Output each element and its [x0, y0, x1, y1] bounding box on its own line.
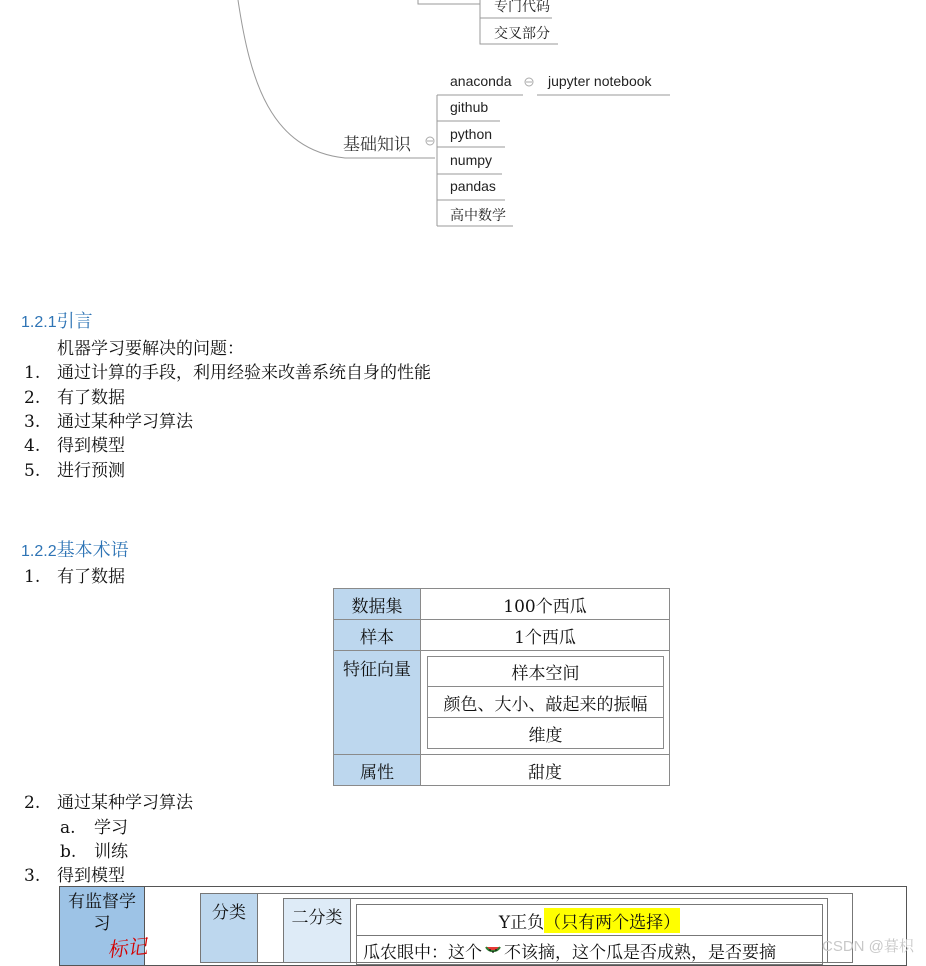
mindmap-node-anaconda: anaconda [450, 73, 512, 89]
section-heading-121 [21, 307, 93, 333]
table-header-feature-vector: 特征向量 [333, 650, 421, 755]
sub-list-item: b. 训练 [60, 842, 128, 862]
table-header-dataset: 数据集 [333, 588, 421, 620]
model-cell-farmer: 瓜农眼中：这个 不该摘，这个瓜是否成熟，是否要摘 [356, 935, 823, 965]
mindmap-node-cross-part: 交叉部分 [494, 25, 550, 41]
mindmap-node-high-school-math: 高中数学 [450, 207, 506, 223]
list-item: 5. 进行预测 [24, 461, 125, 481]
mindmap-node-basic-knowledge: 基础知识 [343, 135, 411, 154]
model-cell-y-sign: Y正负 （只有两个选择） [356, 904, 823, 936]
watermelon-icon [484, 941, 502, 959]
highlight-two-choices: （只有两个选择） [544, 908, 680, 933]
model-cell-classification: 分类 [200, 893, 258, 963]
nested-cell-sample-space: 样本空间 [427, 656, 664, 687]
section-heading-122 [21, 536, 129, 562]
table-cell-dataset: 100个西瓜 [420, 588, 670, 620]
nested-cell-attributes: 颜色、大小、敲起来的振幅 [427, 686, 664, 718]
mindmap-node-github: github [450, 99, 489, 115]
handwritten-note: 标记 [106, 933, 149, 963]
mindmap-node-pandas: pandas [450, 178, 496, 194]
section-title: 基本术语 [56, 540, 129, 560]
list-item: 1. 通过计算的手段，利用经验来改善系统自身的性能 [24, 363, 431, 383]
section-number: 1.2.1 [21, 314, 57, 331]
table-header-attribute: 属性 [333, 754, 421, 786]
list-item: 3. 得到模型 [24, 866, 125, 886]
table-header-sample: 样本 [333, 619, 421, 651]
mindmap-node-python: python [450, 126, 493, 142]
section-number: 1.2.2 [21, 543, 57, 560]
list-item: 4. 得到模型 [24, 436, 125, 456]
mindmap-node-jupyter: jupyter notebook [548, 73, 652, 89]
watermark: CSDN @暮枳 [822, 938, 914, 955]
table-cell-sample: 1个西瓜 [420, 619, 670, 651]
section-title: 引言 [56, 311, 93, 331]
list-item: 1. 有了数据 [24, 567, 125, 587]
model-cell-binary: 二分类 [283, 898, 351, 963]
nested-cell-dimension: 维度 [427, 717, 664, 749]
intro-paragraph: 机器学习要解决的问题： [57, 339, 244, 359]
list-item: 3. 通过某种学习算法 [24, 412, 193, 432]
mindmap-node-numpy: numpy [450, 152, 493, 168]
list-item: 2. 有了数据 [24, 388, 125, 408]
model-cell-supervised: 有监督学习 [59, 886, 145, 966]
mindmap-node-special-code: 专门代码 [494, 0, 550, 14]
sub-list-item: a. 学习 [60, 818, 128, 838]
list-item: 2. 通过某种学习算法 [24, 793, 193, 813]
table-cell-attribute: 甜度 [420, 754, 670, 786]
